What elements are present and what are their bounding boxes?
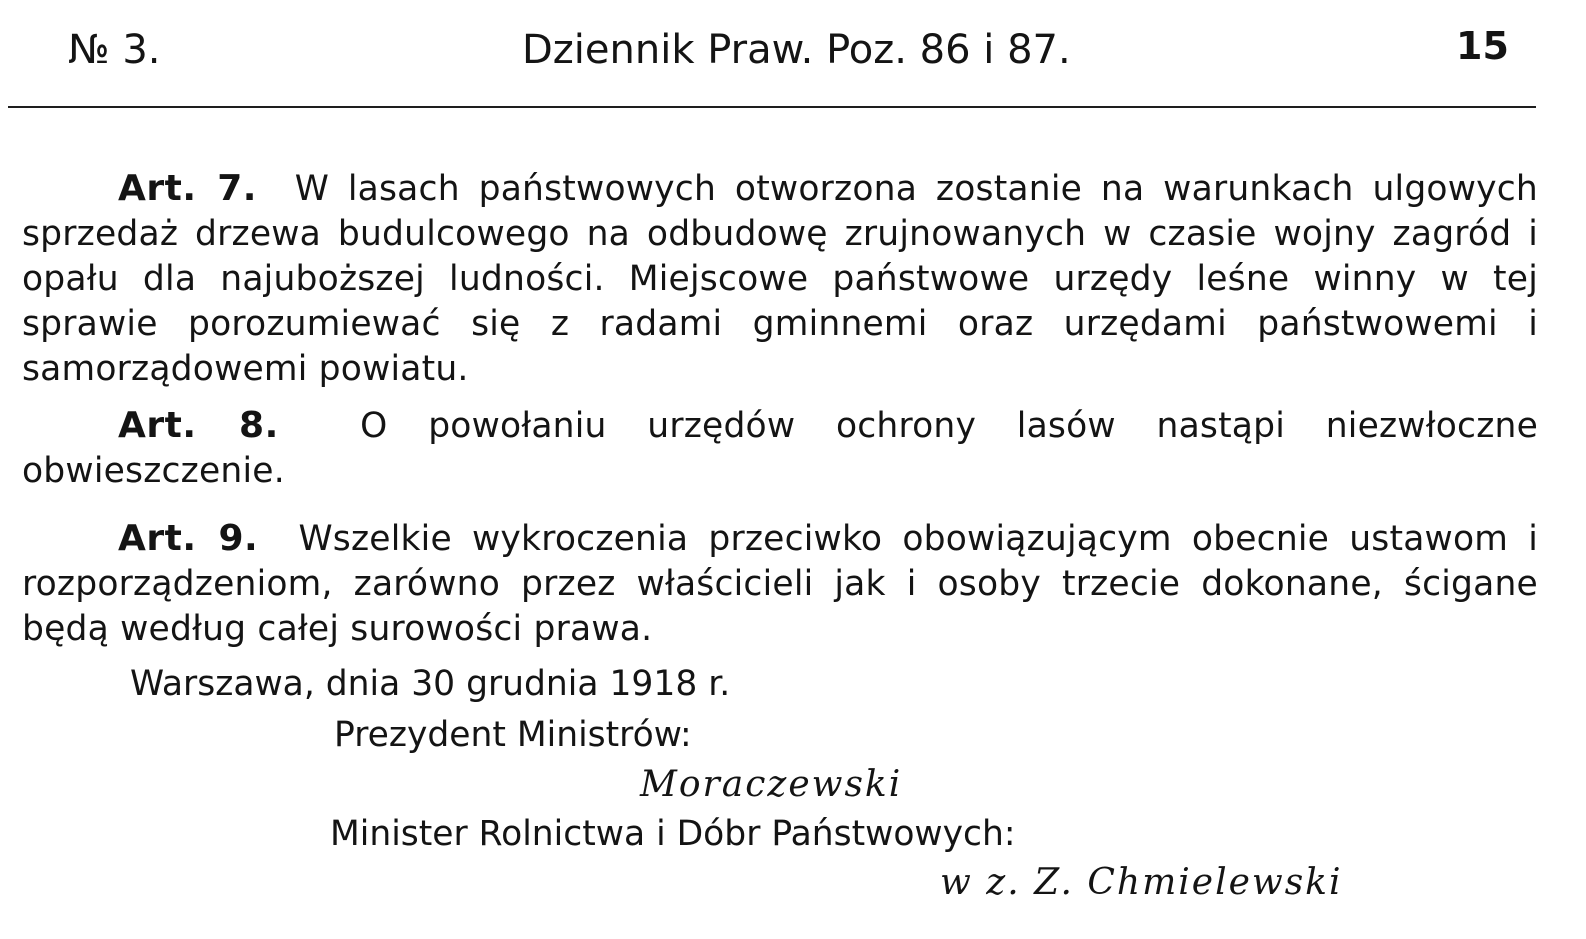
article-8-label: Art. 8. (118, 405, 279, 446)
signatory-role-agriculture-minister: Minister Rolnictwa i Dóbr Państwowych: (330, 814, 1016, 854)
article-7-text: W lasach państwowych otworzona zostanie na warunkach ulgowych sprzedaż drzewa budulcowego na odbudowę zrujnowanych w czasie wojny zagród i opału dla najuboższej ludności. Miejscowe państwowe urzędy leśne winny w tej sprawie porozumiewać się z radami gminnemi oraz urzędami państwowemi i samorządowemi powiatu. (22, 169, 1538, 389)
place-and-date: Warszawa, dnia 30 grudnia 1918 r. (130, 664, 731, 704)
article-7 (22, 166, 1538, 392)
article-9 (22, 516, 1538, 652)
article-9-label: Art. 9. (118, 518, 259, 559)
issue-number: № 3. (68, 27, 161, 73)
page-header (0, 22, 1586, 82)
journal-title: Dziennik Praw. Poz. 86 i 87. (522, 27, 1071, 73)
signature-chmielewski: w z. Z. Chmielewski (940, 862, 1343, 903)
article-8 (22, 403, 1538, 494)
article-9-text: Wszelkie wykroczenia przeciwko obowiązującym obecnie ustawom i rozporządzeniom, zarówno przez właścicieli jak i osoby trzecie dokonane, ścigane będą według całej surowości prawa. (22, 519, 1538, 649)
article-8-text: O powołaniu urzędów ochrony lasów nastąpi niezwłoczne obwieszczenie. (22, 406, 1538, 491)
page-number: 15 (1456, 24, 1509, 68)
signature-moraczewski: Moraczewski (640, 764, 903, 805)
header-divider (8, 106, 1536, 108)
signatory-role-prime-minister: Prezydent Ministrów: (334, 715, 692, 755)
article-7-label: Art. 7. (118, 168, 257, 209)
